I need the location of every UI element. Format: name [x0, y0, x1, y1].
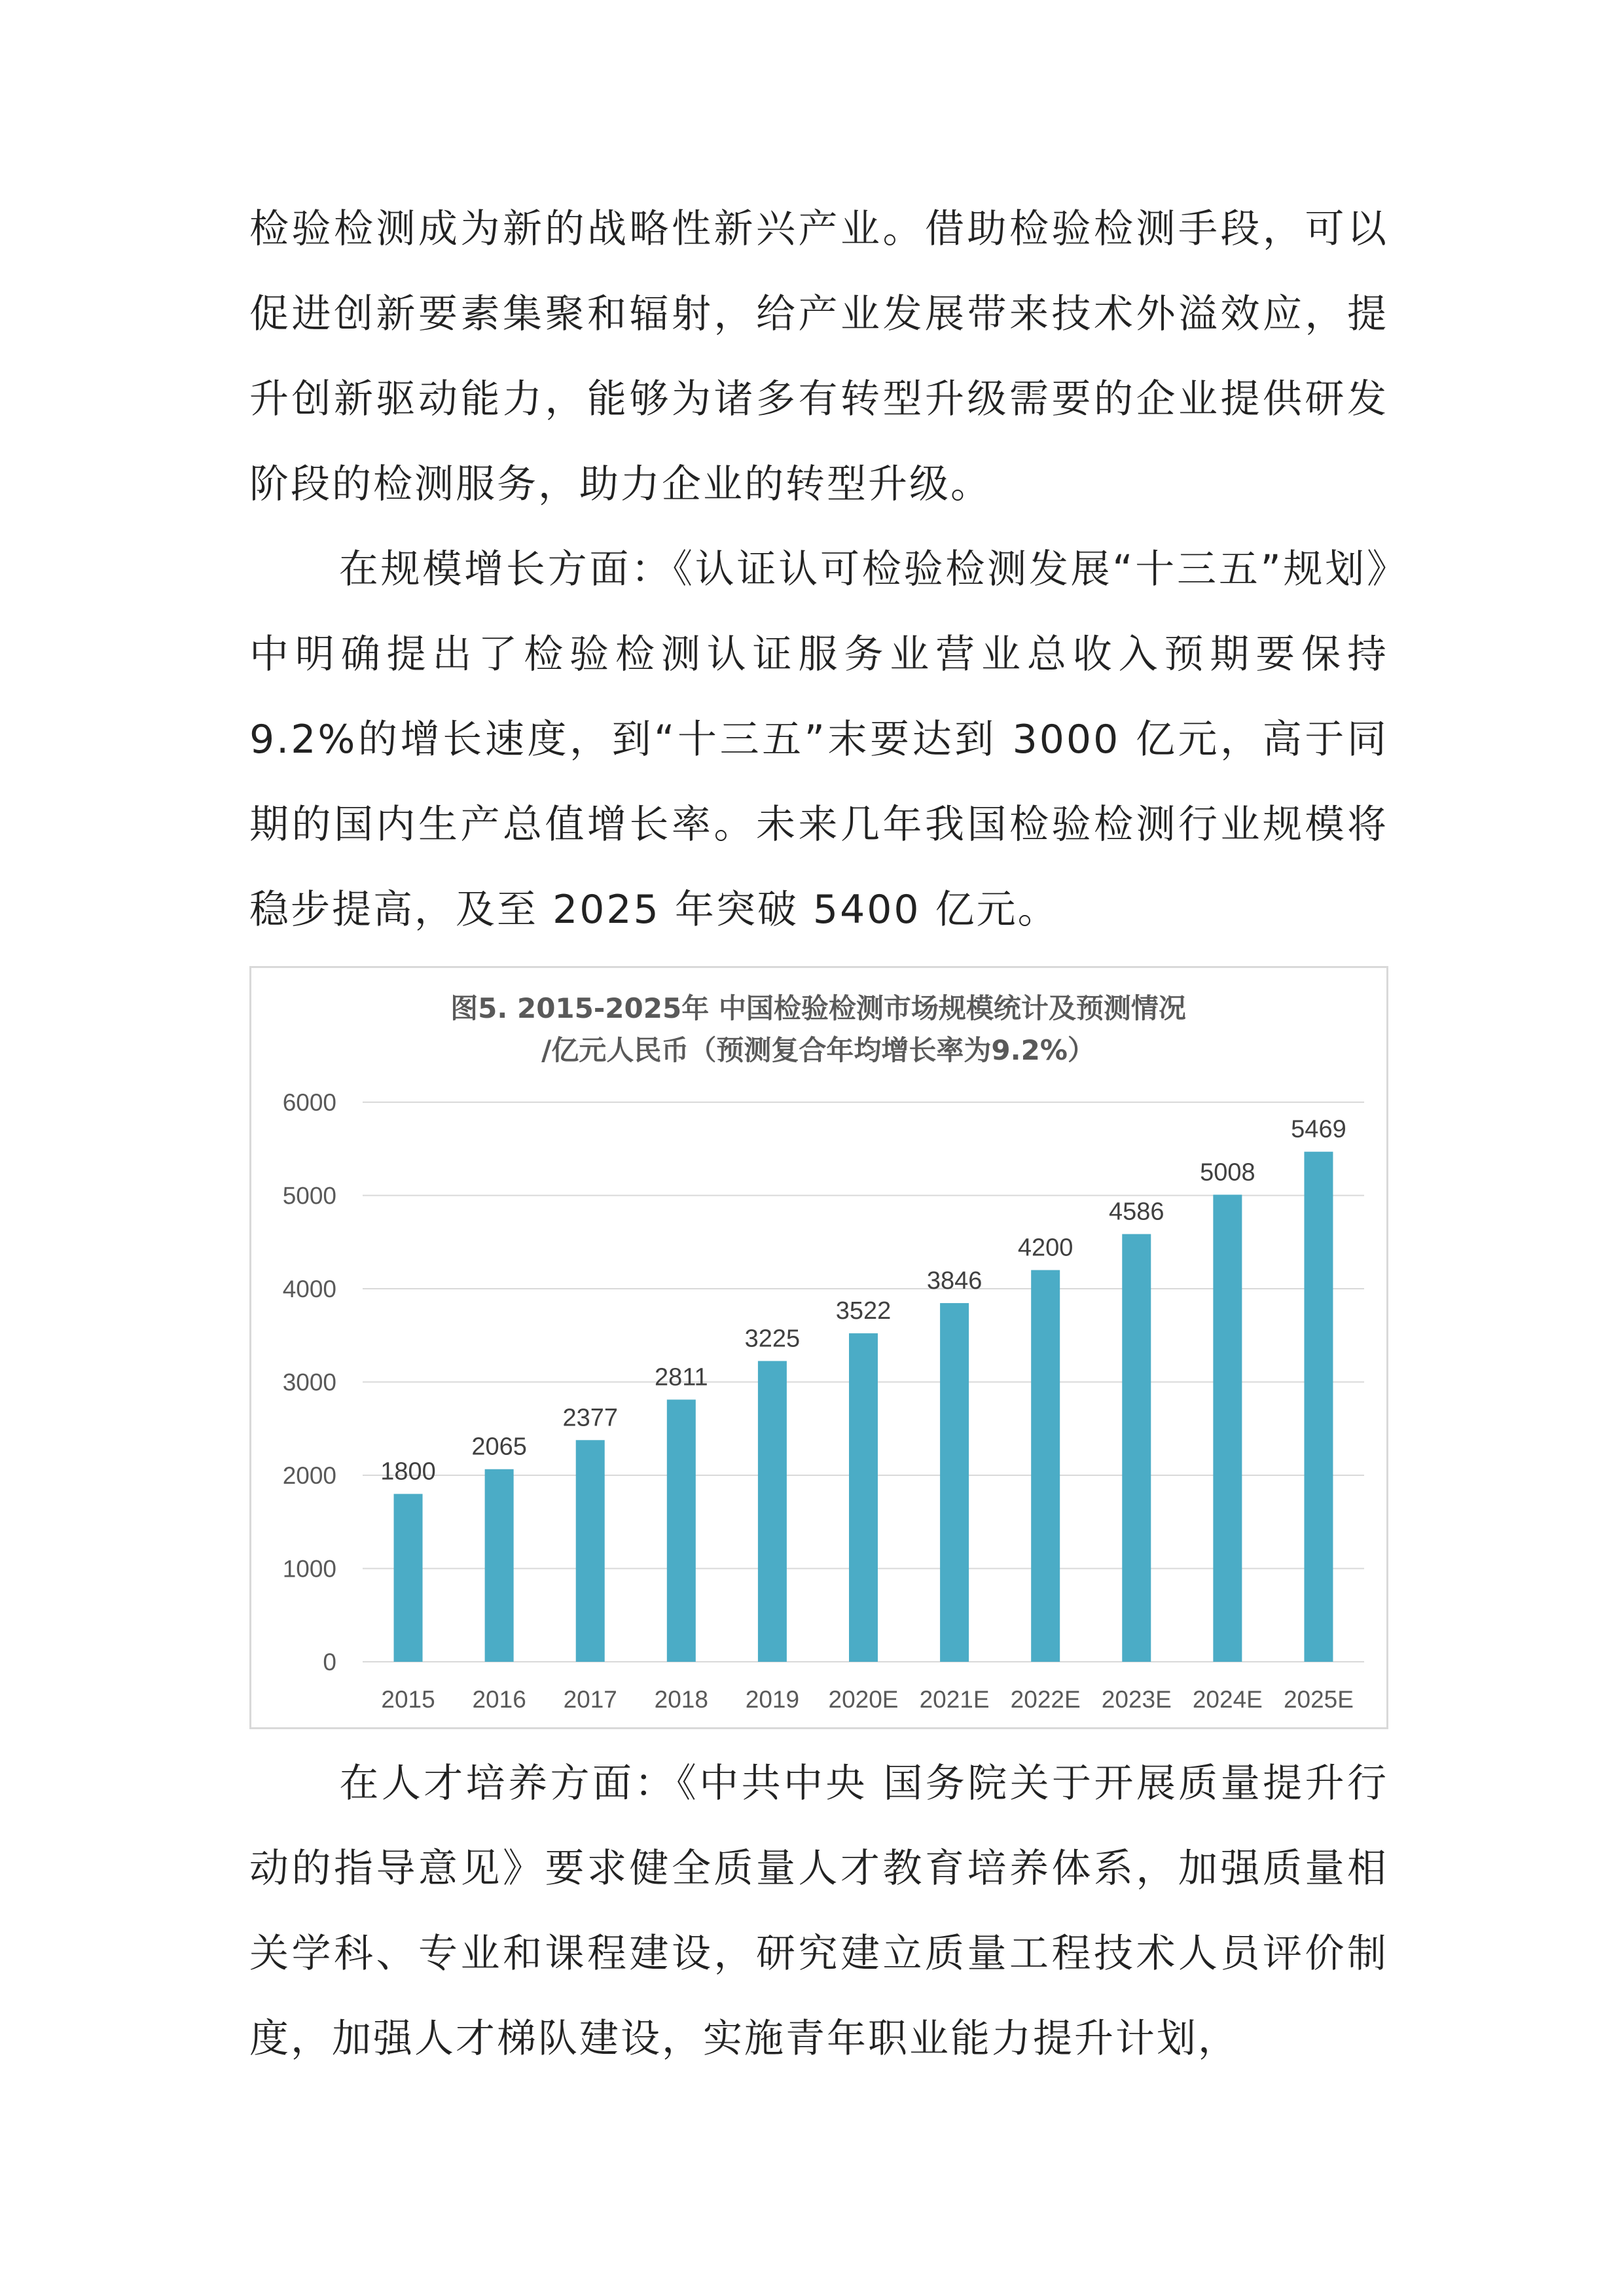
data-label-2020E: 3522 — [835, 1297, 892, 1325]
paragraph-talent-text: 在人才培养方面：《中共中央 国务院关于开展质量提升行动的指导意见》要求健全质量人才教育培养体系，加强质量相关学科、专业和课程建设，研究建立质量工程技术人员评价制度，加强人才梯队建设，实施青年职业能力提升计划， — [249, 1761, 1388, 2062]
data-label-2025E: 5469 — [1291, 1115, 1346, 1143]
y-tick-label: 3000 — [282, 1369, 336, 1396]
bar-2016 — [485, 1469, 514, 1662]
paragraph-talent — [249, 1741, 1388, 2081]
data-label-2021E: 3846 — [926, 1266, 983, 1295]
x-tick-label: 2019 — [745, 1686, 800, 1713]
paragraph-scale-growth-text: 在规模增长方面：《认证认可检验检测发展“十三五”规划》中明确提出了检验检测认证服务业营业总收入预期要保持 9.2%的增长速度，到“十三五”末要达到 3000 亿元，高于同期的国内生产总值增长率。未来几年我国检验检测行业规模将稳步提高，及至 2025 年突破 5400 亿元。 — [249, 547, 1388, 933]
x-axis — [381, 1686, 1354, 1713]
bar-2023E — [1122, 1234, 1151, 1662]
x-tick-label: 2018 — [654, 1686, 708, 1713]
x-tick-label: 2023E — [1101, 1686, 1172, 1713]
y-tick-label: 0 — [323, 1649, 336, 1676]
data-label-2019: 3225 — [744, 1325, 801, 1353]
x-tick-label: 2016 — [472, 1686, 526, 1713]
bar-2021E — [940, 1303, 969, 1662]
x-tick-label: 2015 — [381, 1686, 435, 1713]
bar-chart — [251, 968, 1386, 1727]
x-tick-label: 2024E — [1192, 1686, 1263, 1713]
bar-2015 — [394, 1494, 423, 1662]
data-label-2016: 2065 — [471, 1433, 527, 1461]
bar-2018 — [667, 1399, 696, 1662]
bar-2024E — [1213, 1194, 1242, 1662]
x-tick-label: 2017 — [563, 1686, 617, 1713]
bar-2017 — [576, 1440, 605, 1662]
bar-2020E — [849, 1333, 878, 1662]
y-axis — [283, 1089, 336, 1676]
chart-bars — [394, 1152, 1333, 1662]
x-tick-label: 2025E — [1283, 1686, 1354, 1713]
bar-2022E — [1031, 1270, 1060, 1662]
data-label-2015: 1800 — [380, 1458, 436, 1486]
chart-title: 图5. 2015-2025年 中国检验检测市场规模统计及预测情况 — [450, 992, 1186, 1024]
bar-2019 — [758, 1361, 787, 1662]
chart-subtitle: /亿元人民币（预测复合年均增长率为9.2%） — [541, 1034, 1095, 1066]
paragraph-intro — [249, 187, 1388, 527]
data-label-2023E: 4586 — [1108, 1198, 1164, 1226]
y-tick-label: 1000 — [282, 1555, 336, 1583]
chart-figure — [249, 966, 1388, 1729]
data-label-2017: 2377 — [562, 1404, 619, 1432]
paragraph-intro-text: 检验检测成为新的战略性新兴产业。借助检验检测手段，可以促进创新要素集聚和辐射，给产业发展带来技术外溢效应，提升创新驱动能力，能够为诸多有转型升级需要的企业提供研发阶段的检测服务，助力企业的转型升级。 — [249, 206, 1388, 507]
y-tick-label: 2000 — [282, 1462, 336, 1489]
x-tick-label: 2021E — [919, 1686, 990, 1713]
bar-2025E — [1304, 1152, 1333, 1662]
y-tick-label: 6000 — [282, 1089, 336, 1116]
data-label-2022E: 4200 — [1017, 1234, 1074, 1262]
paragraph-scale-growth — [249, 527, 1388, 952]
y-tick-label: 5000 — [282, 1182, 336, 1210]
y-tick-label: 4000 — [282, 1276, 336, 1302]
x-tick-label: 2022E — [1010, 1686, 1081, 1713]
data-label-2018: 2811 — [654, 1363, 708, 1391]
data-label-2024E: 5008 — [1200, 1158, 1255, 1187]
x-tick-label: 2020E — [828, 1686, 899, 1713]
